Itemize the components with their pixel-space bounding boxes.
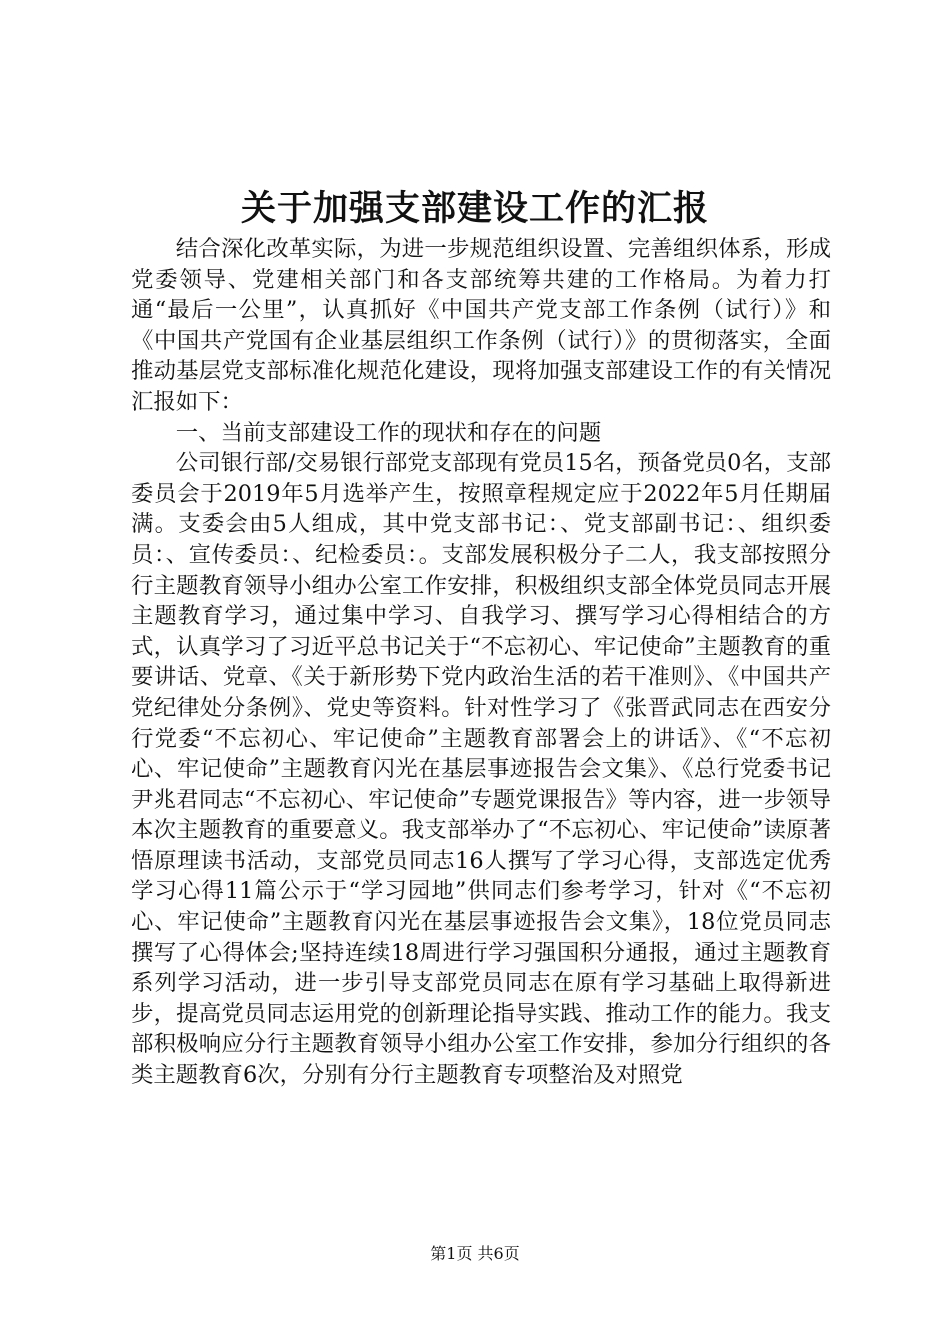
section-heading: 一、当前支部建设工作的现状和存在的问题 (175, 419, 602, 446)
status-paragraph: 公司银行部/交易银行部党支部现有党员15名，预备党员0名，支部委员会于2019年5月选举产生，按照章程规定应于2022年5月任期届满。支委会由5人组成，其中党支部书记：、党支部副书记：、组织委员：、宣传委员：、纪检委员：。支部发展积极分子二人，我支部按照分行主题教育领导小组办公室工作安排，积极组织支部全体党员同志开展主题教育学习，通过集中学习、自我学习、撰写学习心得相结合的方式，认真学习了习近平总书记关于“不忘初心、牢记使命”主题教育的重要讲话、党章、《关于新形势下党内政治生活的若干准则》、《中国共产党纪律处分条例》、党史等资料。针对性学习了《张晋武同志在西安分行党委“不忘初心、牢记使命”主题教育部署会上的讲话》、《“不忘初心、牢记使命”主题教育闪光在基层事迹报告会文集》、《总行党委书记尹兆君同志“不忘初心、牢记使命”专题党课报告》等内容，进一步领导本次主题教育的重要意义。我支部举办了“不忘初心、牢记使命”读原著悟原理读书活动，支部党员同志16人撰写了学习心得，支部选定优秀学习心得11篇公示于“学习园地”供同志们参考学习，针对《“不忘初心、牢记使命”主题教育闪光在基层事迹报告会文集》，18位党员同志撰写了心得体会;坚持连续18周进行学习强国积分通报，通过主题教育系列学习活动，进一步引导支部党员同志在原有学习基础上取得新进步，提高党员同志运用党的创新理论指导实践、推动工作的能力。我支部积极响应分行主题教育领导小组办公室工作安排，参加分行组织的各类主题教育6次，分别有分行主题教育专项整治及对照党 (131, 450, 831, 1089)
intro-paragraph: 结合深化改革实际，为进一步规范组织设置、完善组织体系，形成党委领导、党建相关部门和各支部统筹共建的工作格局。为着力打通“最后一公里”，认真抓好《中国共产党支部工作条例（试行）》和《中国共产党国有企业基层组织工作条例（试行）》的贯彻落实，全面推动基层党支部标准化规范化建设，现将加强支部建设工作的有关情况汇报如下： (131, 236, 831, 415)
page-indicator: 第1页 共6页 (430, 1244, 520, 1263)
document-body (131, 234, 831, 1091)
document-title: 关于加强支部建设工作的汇报 (240, 188, 709, 229)
